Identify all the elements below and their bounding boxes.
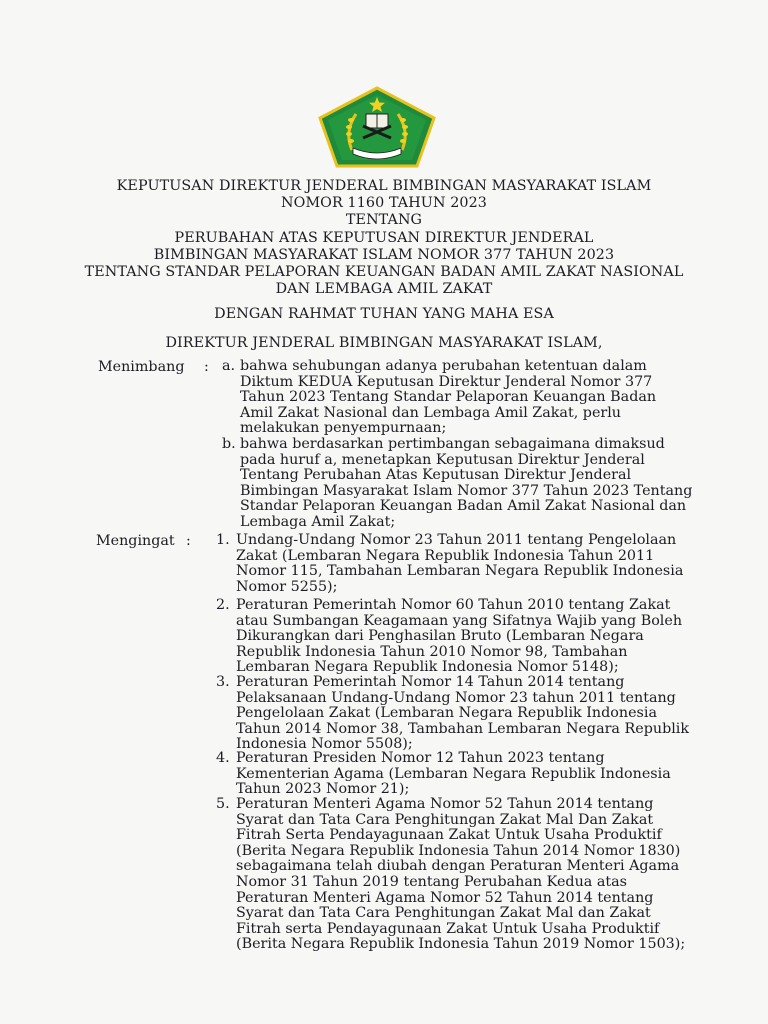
text-line: (Berita Negara Republik Indonesia Tahun 2019 Nomor 1503); xyxy=(236,936,686,953)
header-line: PERUBAHAN ATAS KEPUTUSAN DIREKTUR JENDERAL xyxy=(174,229,594,246)
text-line: Peraturan Menteri Agama Nomor 52 Tahun 2014 tentang xyxy=(236,889,654,906)
text-line: Republik Indonesia Tahun 2010 Nomor 98, Tambahan xyxy=(236,643,628,660)
text-line: Lembaga Amil Zakat; xyxy=(240,513,396,530)
item-text xyxy=(236,797,696,953)
item-text xyxy=(236,675,696,753)
section-colon: : xyxy=(186,533,191,549)
text-line: bahwa berdasarkan pertimbangan sebagaimana dimaksud xyxy=(240,436,665,452)
text-line: Amil Zakat Nasional dan Lembaga Amil Zakat, perlu xyxy=(240,404,622,421)
text-line: bahwa sehubungan adanya perubahan ketentuan dalam xyxy=(240,358,647,374)
item-text xyxy=(236,598,696,676)
header-line: KEPUTUSAN DIREKTUR JENDERAL BIMBINGAN MASYARAKAT ISLAM xyxy=(116,178,652,194)
text-line: Nomor 115, Tambahan Lembaran Negara Republik Indonesia xyxy=(236,563,684,580)
text-line: Diktum KEDUA Keputusan Direktur Jenderal Nomor 377 xyxy=(240,373,653,390)
text-line: Syarat dan Tata Cara Penghitungan Zakat Mal Dan Zakat xyxy=(236,811,654,828)
text-line: Pelaksanaan Undang-Undang Nomor 23 tahun 2011 tentang xyxy=(236,689,676,706)
header-line: BIMBINGAN MASYARAKAT ISLAM NOMOR 377 TAHUN 2023 xyxy=(153,246,615,263)
item-text xyxy=(236,751,696,798)
text-line: Peraturan Pemerintah Nomor 60 Tahun 2010 tentang Zakat xyxy=(236,597,671,613)
item-marker: 4. xyxy=(216,750,230,766)
section-colon: : xyxy=(204,359,209,375)
text-line: Bimbingan Masyarakat Islam Nomor 377 Tahun 2023 Tentang xyxy=(240,482,693,499)
text-line: Indonesia Nomor 5508); xyxy=(236,736,413,753)
item-marker: 1. xyxy=(216,532,230,548)
header-line: NOMOR 1160 TAHUN 2023 xyxy=(281,195,487,212)
text-line: Peraturan Pemerintah Nomor 14 Tahun 2014 tentang xyxy=(236,674,625,690)
text-line: sebagaimana telah diubah dengan Peraturan Menteri Agama xyxy=(236,858,680,875)
item-marker: a. xyxy=(222,358,236,374)
text-line: Standar Pelaporan Keuangan Badan Amil Zakat Nasional dan xyxy=(240,498,687,515)
section-label: Menimbang xyxy=(98,359,185,375)
item-marker: 2. xyxy=(216,597,230,613)
official-title: DIREKTUR JENDERAL BIMBINGAN MASYARAKAT ISLAM, xyxy=(165,335,603,351)
text-line: Peraturan Menteri Agama Nomor 52 Tahun 2014 tentang xyxy=(236,796,654,812)
item-text xyxy=(240,437,700,531)
text-line: Kementerian Agama (Lembaran Negara Republik Indonesia xyxy=(236,765,671,782)
section-label: Mengingat xyxy=(96,533,175,549)
emblem-icon xyxy=(318,86,436,168)
text-line: Syarat dan Tata Cara Penghitungan Zakat Mal dan Zakat xyxy=(236,905,651,922)
text-line: Nomor 5255); xyxy=(236,578,338,595)
text-line: Undang-Undang Nomor 23 Tahun 2011 tentang Pengelolaan xyxy=(236,532,677,548)
text-line: Tahun 2023 Nomor 21); xyxy=(236,781,410,798)
item-text xyxy=(240,359,700,437)
text-line: Lembaran Negara Republik Indonesia Nomor 5148); xyxy=(236,659,619,676)
text-line: atau Sumbangan Keagamaan yang Sifatnya Wajib yang Boleh xyxy=(236,612,683,629)
text-line: Peraturan Presiden Nomor 12 Tahun 2023 tentang xyxy=(236,750,605,766)
header-line: TENTANG STANDAR PELAPORAN KEUANGAN BADAN AMIL ZAKAT NASIONAL xyxy=(84,264,684,281)
text-line: Tahun 2014 Nomor 38, Tambahan Lembaran Negara Republik xyxy=(236,720,690,737)
ministry-emblem xyxy=(318,86,436,168)
text-line: Dikurangkan dari Penghasilan Bruto (Lembaran Negara xyxy=(236,628,644,645)
text-line: pada huruf a, menetapkan Keputusan Direktur Jenderal xyxy=(240,451,645,468)
item-marker: 3. xyxy=(216,674,230,690)
item-marker: 5. xyxy=(216,796,230,812)
text-line: Tentang Perubahan Atas Keputusan Direktur Jenderal xyxy=(240,467,632,484)
blessing-line: DENGAN RAHMAT TUHAN YANG MAHA ESA xyxy=(214,306,554,322)
text-line: Pengelolaan Zakat (Lembaran Negara Republik Indonesia xyxy=(236,705,657,722)
text-line: Nomor 31 Tahun 2019 tentang Perubahan Kedua atas xyxy=(236,873,627,890)
text-line: Fitrah Serta Pendayagunaan Zakat Untuk Usaha Produktif xyxy=(236,827,662,844)
item-text xyxy=(236,533,696,595)
item-marker: b. xyxy=(222,436,236,452)
text-line: Tahun 2023 Tentang Standar Pelaporan Keuangan Badan xyxy=(240,389,657,406)
header-line: DAN LEMBAGA AMIL ZAKAT xyxy=(275,281,493,298)
text-line: (Berita Negara Republik Indonesia Tahun 2014 Nomor 1830) xyxy=(236,842,681,859)
header-line: TENTANG xyxy=(345,212,423,229)
text-line: Zakat (Lembaran Negara Republik Indonesia Tahun 2011 xyxy=(236,547,655,564)
text-line: Fitrah serta Pendayagunaan Zakat Untuk Usaha Produktif xyxy=(236,920,660,937)
text-line: melakukan penyempurnaan; xyxy=(240,420,447,437)
decree-header xyxy=(60,178,708,298)
